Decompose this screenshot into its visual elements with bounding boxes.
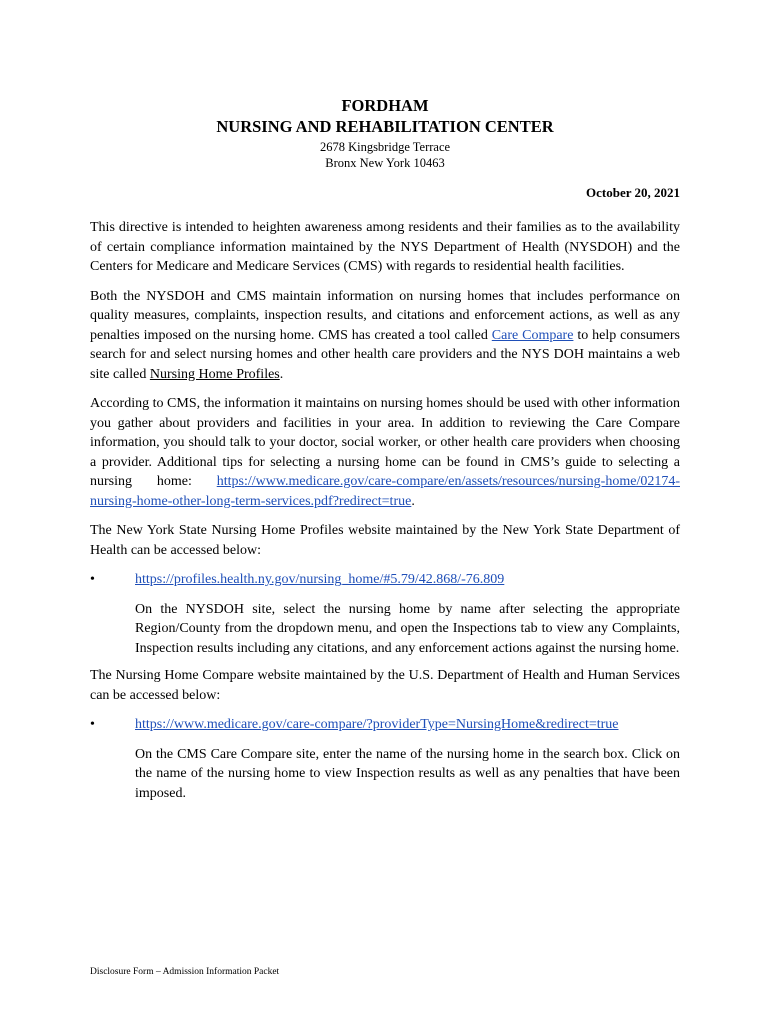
bullet-item-nysdoh	[90, 570, 680, 590]
intro-paragraph: This directive is intended to heighten awareness among residents and their families as to the availability of certain compliance information maintained by the NYS Department of Health (NYSDOH) and the Centers for Medicare and Medicare Services (CMS) with regards to residential health facilities.	[90, 220, 680, 274]
cms-instructions: On the CMS Care Compare site, enter the name of the nursing home in the search box. Click on the name of the nursing home to view Inspection results as well as any penalties that have been imposed.	[135, 746, 680, 801]
address-line2: Bronx New York 10463	[325, 156, 445, 170]
paragraph-text: to help consumers search for and select nursing homes and other health care providers and the NYS DOH maintains a web site called	[90, 327, 681, 382]
nursing-home-profiles-text: Nursing Home Profiles	[149, 366, 280, 382]
cms-care-compare-link[interactable]: https://www.medicare.gov/care-compare/?providerType=NursingHome&redirect=true	[135, 717, 619, 732]
nysdoh-profiles-link[interactable]: https://profiles.health.ny.gov/nursing_home/#5.79/42.868/-76.809	[135, 572, 505, 587]
org-name-line2: NURSING AND REHABILITATION CENTER	[216, 117, 554, 136]
nysdoh-cms-paragraph	[90, 287, 680, 385]
paragraph-text: .	[411, 493, 415, 509]
cms-guide-paragraph	[90, 394, 680, 511]
cms-guide-link[interactable]: https://www.medicare.gov/care-compare/en/assets/resources/nursing-home/02174-nursing-home-other-long-term-services.pdf?redirect=true	[90, 474, 680, 509]
document-date: October 20, 2021	[586, 185, 680, 200]
hhs-compare-paragraph: The Nursing Home Compare website maintained by the U.S. Department of Health and Human Services can be accessed below:	[90, 668, 680, 703]
letterhead	[90, 95, 680, 171]
nysdoh-instructions: On the NYSDOH site, select the nursing home by name after selecting the appropriate Region/County from the dropdown menu, and open the Inspections tab to view any Complaints, Inspection results including any citations, and any enforcement actions against the nursing home.	[135, 601, 680, 656]
bullet-icon: •	[90, 717, 95, 732]
paragraph-text: Both the NYSDOH and CMS maintain information on nursing homes that includes performance on quality measures, complaints, inspection results, and citations and enforcement actions, as well as any penalties imposed on the nursing home. CMS has created a tool called	[90, 288, 680, 343]
address-line1: 2678 Kingsbridge Terrace	[319, 140, 451, 154]
org-name-line1: FORDHAM	[341, 96, 429, 115]
document-page	[90, 95, 680, 811]
nys-profiles-paragraph: The New York State Nursing Home Profiles website maintained by the New York State Department of Health can be accessed below:	[90, 523, 680, 558]
care-compare-link[interactable]: Care Compare	[491, 327, 574, 343]
bullet-icon: •	[90, 572, 95, 587]
paragraph-text: According to CMS, the information it maintains on nursing homes should be used with other information you gather about providers and facilities in your area. In addition to reviewing the Care Compare information, you should talk to your doctor, social worker, or other health care providers when choosing a provider. Additional tips for selecting a nursing home can be found in CMS’s guide to selecting a nursing home:	[90, 396, 680, 489]
bullet-item-cms	[90, 715, 680, 735]
paragraph-text: .	[279, 366, 284, 382]
page-footer: Disclosure Form – Admission Information Packet	[90, 967, 280, 977]
